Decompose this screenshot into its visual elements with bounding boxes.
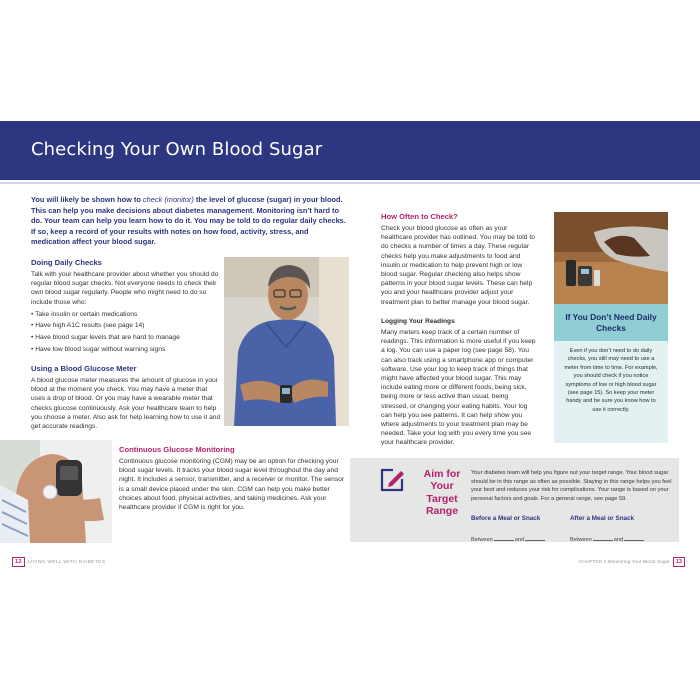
intro-emphasis: check (monitor) (142, 195, 194, 204)
daily-checks-section (31, 258, 221, 355)
cgm-body: Continuous glucose monitoring (CGM) may be an option for checking your blood sugar levels. It tracks your blood sugar level throughout the day and night. It includes a sensor, transmitter, and a receiver or monitor. The sensor is a small device placed under the skin. CGM can help you make better choices about food, physical activities, and taking medicines. Ask your healthcare provider if CGM is right for you. (119, 458, 345, 512)
target-range-title: Aim for Your Target Range (423, 468, 461, 518)
after-meal-label: After a Meal or Snack (570, 515, 635, 522)
range-high-blank[interactable] (624, 536, 644, 541)
footer-book-title: LIVING WELL WITH DIABETES (27, 560, 106, 565)
daily-checks-sidebar (554, 212, 668, 443)
range-high-blank[interactable] (525, 536, 545, 541)
and-word: and (613, 537, 624, 543)
between-word: Between (570, 537, 592, 543)
cgm-heading: Continuous Glucose Monitoring (119, 445, 235, 454)
range-low-blank[interactable] (494, 536, 514, 541)
how-often-section (381, 212, 537, 307)
sidebar-heading: If You Don’t Need Daily Checks (565, 312, 657, 333)
chapter-banner (0, 121, 700, 180)
sidebar-header (554, 304, 668, 341)
meter-body: A blood glucose meter measures the amount of glucose in your blood at the moment you check. You may have a meter that uses a drop of blood. Or you may have a wearable meter that checks glucose continuously. Ask your healthcare team to help you choose a meter. Also ask for help learning how to use it and get accurate readings. (31, 377, 221, 431)
page-number-right: 13 (673, 557, 685, 567)
target-range-body: Your diabetes team will help you figure out your target range. Your blood sugar should be in this range as often as possible. Staying in this range helps you feel your best and reduces your risk for complications. Your range is based on your personal factors and goals. For a general range, see page 59. (471, 470, 672, 502)
cgm-sensor-arm-photo (0, 440, 112, 543)
meter-heading: Using a Blood Glucose Meter (31, 364, 137, 373)
intro-text-start: You will likely be shown how to (31, 195, 143, 204)
intro-paragraph (31, 195, 347, 248)
logging-heading: Logging Your Readings (381, 318, 455, 325)
before-meal-range (471, 537, 546, 543)
cgm-section (119, 445, 347, 512)
before-meal-label: Before a Meal or Snack (471, 515, 541, 522)
list-item: • Take insulin or certain medications (31, 309, 221, 321)
daily-checks-list (31, 309, 221, 355)
hands-meter-photo (554, 212, 668, 304)
meter-section (31, 364, 221, 431)
list-item: • Have low blood sugar without warning signs (31, 344, 221, 356)
after-meal-field (570, 515, 666, 546)
page-title: Checking Your Own Blood Sugar (31, 139, 323, 160)
list-item: • Have high A1C results (see page 14) (31, 320, 221, 332)
target-range-box (350, 458, 679, 542)
footer-right (579, 557, 688, 567)
how-often-heading: How Often to Check? (381, 212, 458, 221)
logging-body: Many meters keep track of a certain number of readings. This information is more useful if you keep a log. You can use a paper log (see page 58). You can also track using a smartphone app or computer software. Use your log to keep track of things that might have affected your blood sugar. This may include eating more or different foods, being sick, being more or less active than usual, being stressed, or changing your eating habits. Your log can help you see patterns. It can help show you where adjustments to your treatment plan may be needed. Take your log with you every time you see your healthcare provider. (381, 329, 536, 447)
after-meal-range (570, 537, 645, 543)
and-word: and (514, 537, 525, 543)
daily-checks-body: Talk with your healthcare provider about whether you should do regular blood sugar checks. Not everyone needs to check their own blood sugar regularly. People who might need to do so include those who: (31, 271, 219, 306)
intro-text-end: the level of glucose (sugar) in your blood. This can help you make decisions about diabetes management. Monitoring isn’t hard to do. Your team can help you learn how to do it. You may be told to do regular daily checks. If so, keep a record of your results with notes on how food, activity, stress, and medication affect your blood sugar. (31, 195, 346, 247)
logging-section (381, 318, 537, 448)
before-meal-field (471, 515, 567, 546)
list-item: • Have blood sugar levels that are hard to manage (31, 332, 221, 344)
man-checking-glucose-photo (224, 257, 349, 426)
banner-divider (0, 182, 700, 184)
daily-checks-heading: Doing Daily Checks (31, 258, 102, 267)
between-word: Between (471, 537, 493, 543)
footer-chapter-title: CHAPTER 2 Monitoring Your Blood Sugar (578, 560, 670, 565)
how-often-body: Check your blood glucose as often as your healthcare provider has outlined. You may be told to do checks a number of times a day. These regular checks help you make adjustments to food and insulin or medication to help prevent high or low blood sugar. Regular checking also helps show patterns in your blood sugar levels. These can help you and your healthcare provider adjust your treatment plan to better manage your blood sugar. (381, 225, 535, 306)
range-low-blank[interactable] (593, 536, 613, 541)
sidebar-body: Even if you don’t need to do daily checks, you still may need to use a meter from time to time. For example, you should check if you notice symptoms of low or high blood sugar (see page 15). So keep your meter handy and be sure you know how to use it correctly. (564, 348, 658, 413)
edit-pencil-icon (379, 467, 405, 493)
page-number-left: 12 (12, 557, 25, 567)
footer-left (9, 557, 105, 567)
